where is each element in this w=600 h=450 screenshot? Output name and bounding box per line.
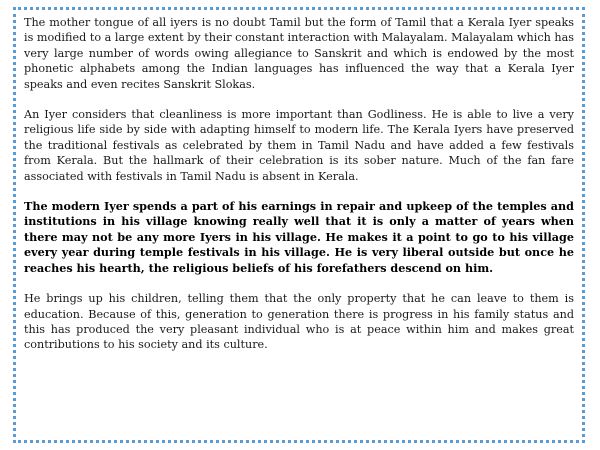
paragraph-modern-iyer: The modern Iyer spends a part of his earnings in repair and upkeep of the temples and institutions in his village knowing really well that it is only a matter of years when there may not be any more Iyers in his village. He makes it a point to go to his village every year during temple festivals in his village. He is very liberal outside but once he reaches his hearth, the religious beliefs of his forefathers descend on him.: [24, 199, 574, 275]
paragraph-language: The mother tongue of all iyers is no doubt Tamil but the form of Tamil that a Kerala Iyer speaks is modified to a large extent by their constant interaction with Malayalam. Malayalam which has very large number of words owing allegiance to Sanskrit and which is endowed by the most phonetic alphabets among the Indian languages has influenced the way that a Kerala Iyer speaks and even recites Sanskrit Slokas.: [24, 16, 574, 91]
document-body: [24, 15, 574, 368]
paragraph-cleanliness: An Iyer considers that cleanliness is more important than Godliness. He is able to live a very religious life side by side with adapting himself to modern life. The Kerala Iyers have preserved the traditional festivals as celebrated by them in Tamil Nadu and have added a few festivals from Kerala. But the hallmark of their celebration is its sober nature. Much of the fan fare associated with festivals in Tamil Nadu is absent in Kerala.: [24, 108, 574, 183]
dotted-text-frame: [13, 7, 585, 443]
paragraph-education: He brings up his children, telling them that the only property that he can leave to them is education. Because of this, generation to generation there is progress in his family status and this has produced the very pleasant individual who is at peace within him and makes great contributions to his society and its culture.: [24, 292, 574, 352]
